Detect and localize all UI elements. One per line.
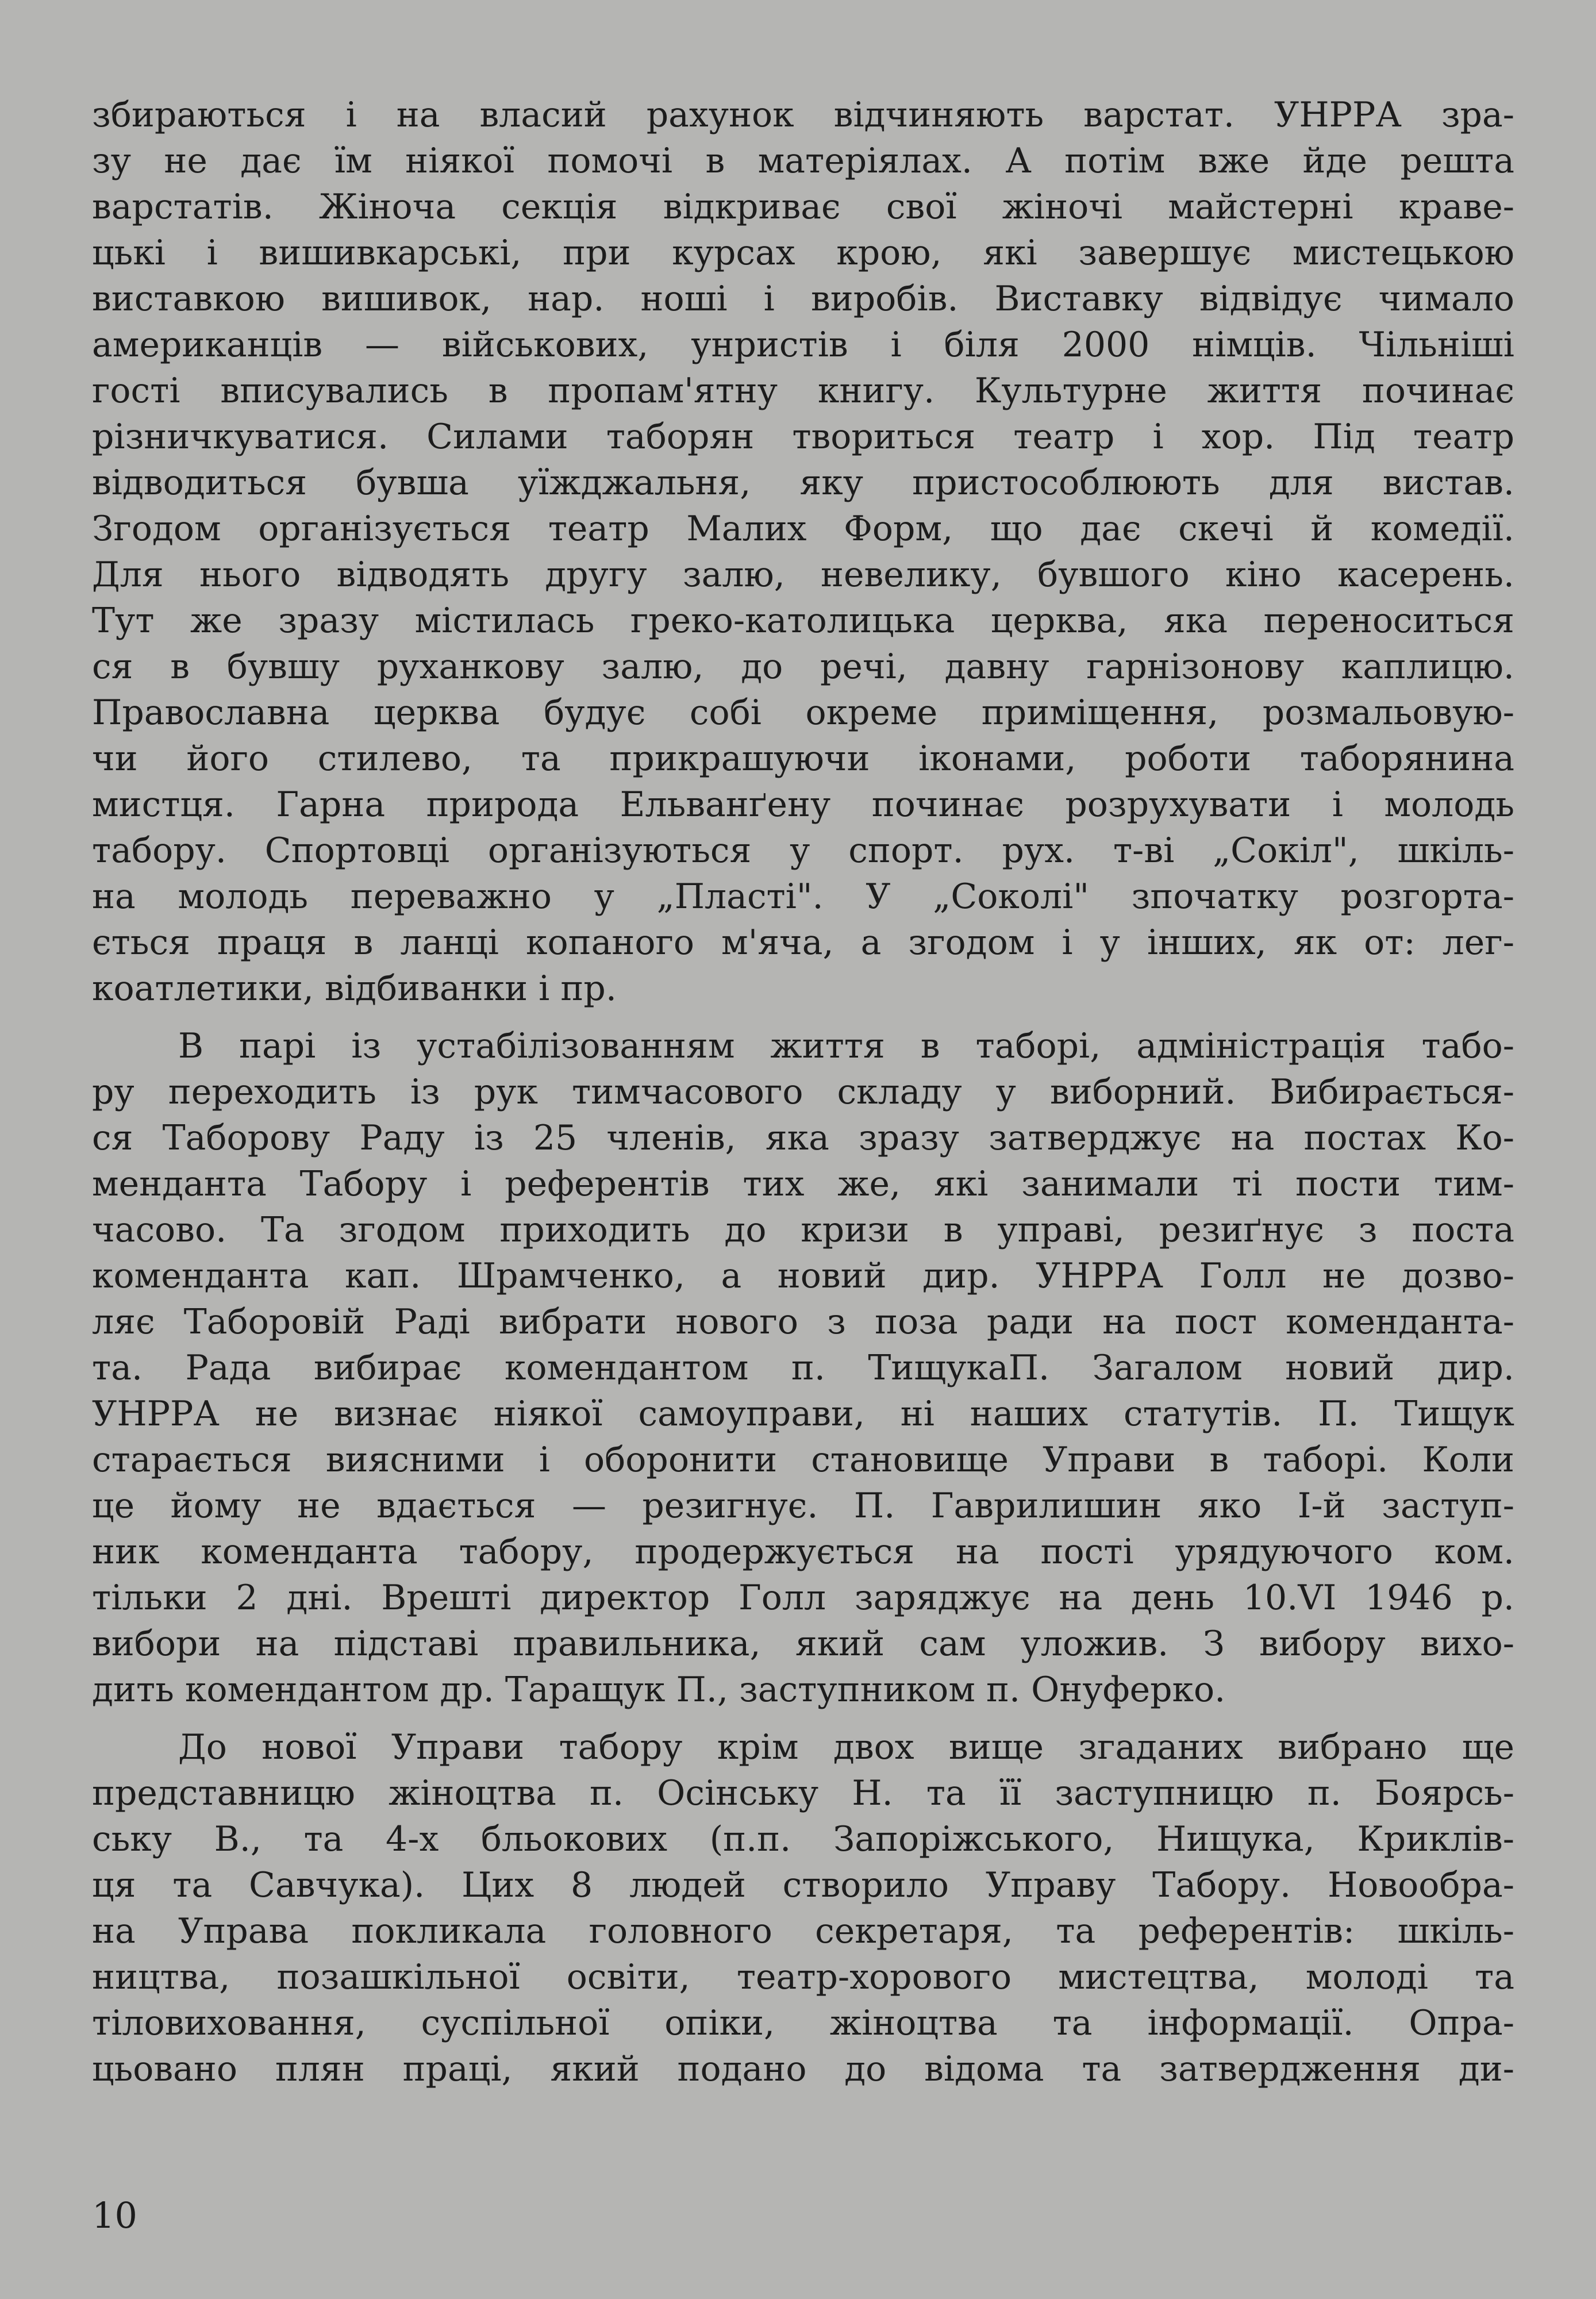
text-line: гості вписувались в пропам'ятну книгу. Культурне життя починає [92,371,1514,411]
text-line: часово. Та згодом приходить до кризи в управі, резиґнує з поста [92,1210,1514,1250]
text-line: Згодом організується театр Малих Форм, що дає скечі й комедії. [92,509,1514,549]
text-line: До нової Управи табору крім двох вище згаданих вибрано ще [178,1727,1514,1767]
text-line: мистця. Гарна природа Ельванґену починає розрухувати і молодь [92,785,1514,825]
text-line: табору. Спортовці організуються у спорт. рух. т-ві „Сокіл", шкіль- [92,831,1514,871]
text-line: та. Рада вибирає комендантом п. ТищукаП. Загалом новий дир. [92,1348,1514,1388]
text-line: американців — військових, унристів і біля 2000 німців. Чільніші [92,325,1514,365]
text-line: менданта Табору і референтів тих же, які занимали ті пости тим- [92,1164,1514,1204]
text-line: ся в бувшу руханкову залю, до речі, давну гарнізонову каплицю. [92,647,1514,687]
text-line: старається виясними і оборонити становище Управи в таборі. Коли [92,1440,1514,1480]
text-line: відводиться бувша уїжджальня, яку пристособлюють для вистав. [92,463,1514,503]
text-line: тіловиховання, суспільної опіки, жіноцтва та інформації. Опра- [92,2003,1514,2043]
text-line: Тут же зразу містилась греко-католицька церква, яка переноситься [92,601,1514,641]
text-line: коменданта кап. Шрамченко, а новий дир. УНРРА Голл не дозво- [92,1256,1514,1296]
text-line: чи його стилево, та прикрашуючи іконами, роботи таборянина [92,739,1514,779]
body-text [92,92,1514,2092]
text-line: ник коменданта табору, продержується на пості урядуючого ком. [92,1532,1514,1572]
text-line: ця та Савчука). Цих 8 людей створило Управу Табору. Новообра- [92,1865,1514,1905]
paragraph-spacer [92,1012,1514,1023]
text-line: зу не дає їм ніякої помочі в матеріялах. А потім вже йде решта [92,141,1514,181]
text-line: ську В., та 4-х бльокових (п.п. Запоріжського, Нищука, Криклів- [92,1819,1514,1859]
text-line: В парі із устабілізованням життя в таборі, адміністрація табо- [178,1026,1514,1066]
text-line: на Управа покликала головного секретаря, та референтів: шкіль- [92,1911,1514,1951]
text-line: ництва, позашкільної освіти, театр-хорового мистецтва, молоді та [92,1957,1514,1997]
text-line: ру переходить із рук тимчасового складу у виборний. Вибирається- [92,1072,1514,1112]
text-line: Для нього відводять другу залю, невелику, бувшого кіно касерень. [92,555,1514,595]
text-line: варстатів. Жіноча секція відкриває свої жіночі майстерні краве- [92,187,1514,227]
text-line: дить комендантом др. Таращук П., заступником п. Онуферко. [92,1670,1226,1710]
text-line: Православна церква будує собі окреме приміщення, розмальовую- [92,693,1514,733]
text-line: збираються і на власий рахунок відчиняють варстат. УНРРА зра- [92,95,1514,135]
text-line: тільки 2 дні. Врешті директор Голл заряджує на день 10.VI 1946 р. [92,1578,1514,1618]
text-line: це йому не вдається — резигнує. П. Гаврилишин яко І-й заступ- [92,1486,1514,1526]
text-line: представницю жіноцтва п. Осінську Н. та її заступницю п. Боярсь- [92,1773,1514,1813]
text-line: УНРРА не визнає ніякої самоуправи, ні наших статутів. П. Тищук [92,1394,1514,1434]
text-line: на молодь переважно у „Пласті". У „Соколі" зпочатку розгорта- [92,876,1514,917]
page-number: 10 [92,2194,137,2236]
text-line: ляє Таборовій Раді вибрати нового з поза ради на пост коменданта- [92,1302,1514,1342]
paragraph-spacer [92,1713,1514,1724]
paragraph-2 [92,1023,1514,1713]
text-line: вибори на підставі правильника, який сам уложив. З вибору вихо- [92,1624,1514,1664]
paragraph-1 [92,92,1514,1012]
text-line: цьовано плян праці, який подано до відома та затвердження ди- [92,2049,1514,2089]
text-line: ється праця в ланці копаного м'яча, а згодом і у інших, як от: лег- [92,922,1514,963]
text-line: виставкою вишивок, нар. ноші і виробів. Виставку відвідує чимало [92,279,1514,319]
text-line: цькі і вишивкарські, при курсах крою, які завершує мистецькою [92,233,1514,273]
text-line: коатлетики, відбиванки і пр. [92,968,617,1009]
paragraph-3 [92,1724,1514,2092]
text-line: різничкуватися. Силами таборян твориться театр і хор. Під театр [92,417,1514,457]
text-line: ся Таборову Раду із 25 членів, яка зразу затверджує на постах Ко- [92,1118,1514,1158]
